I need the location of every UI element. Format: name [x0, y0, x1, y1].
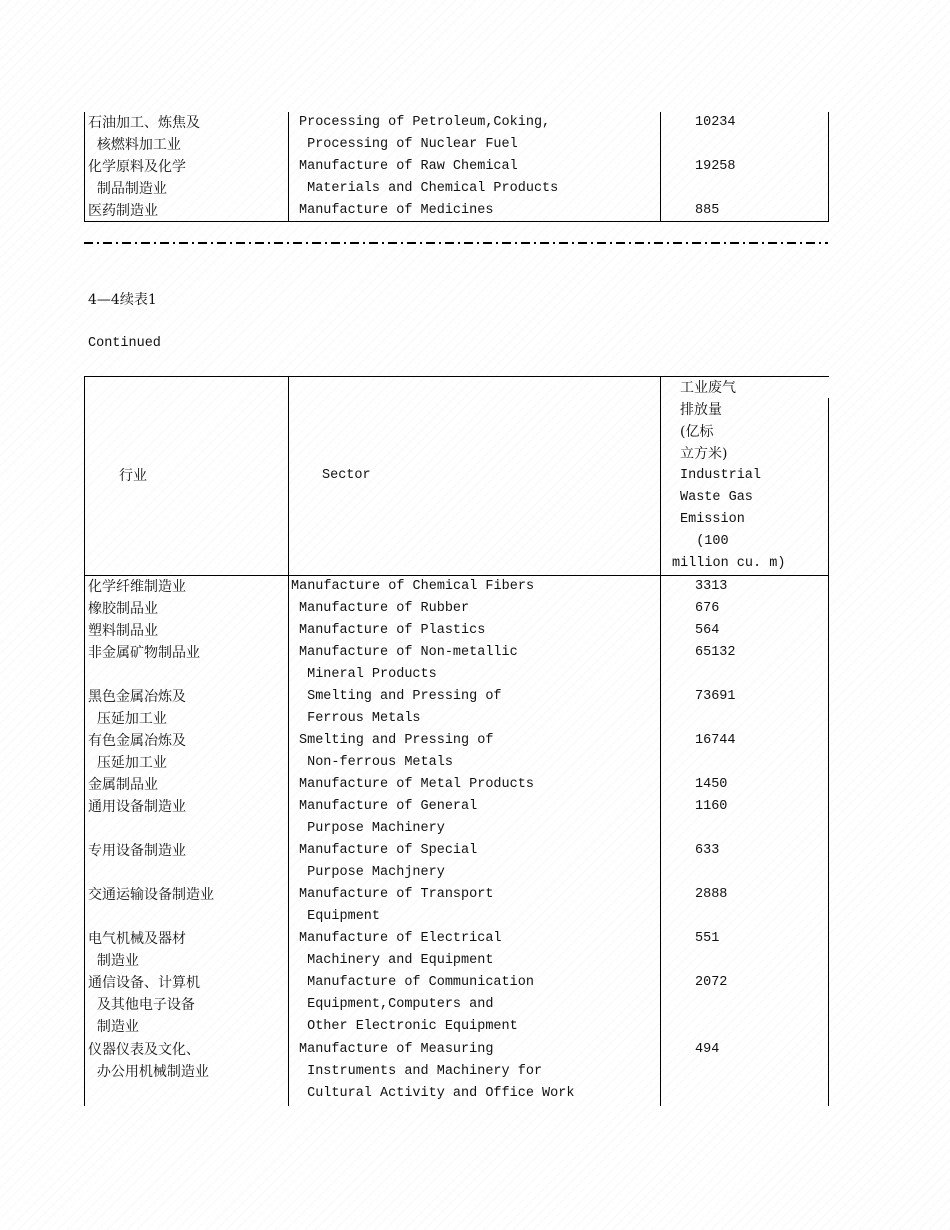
row-8-cn-line-1: 通用设备制造业: [88, 799, 186, 815]
header-emission-line-9: million cu. m): [672, 556, 786, 571]
row-5-en-line-1: Smelting and Pressing of: [299, 689, 502, 704]
page-break-line: [84, 242, 828, 244]
row-8-en-line-2: Purpose Machinery: [299, 821, 445, 836]
top-row-1-en-line-2: Processing of Nuclear Fuel: [299, 137, 518, 152]
row-7-cn-line-1: 金属制品业: [88, 777, 158, 793]
row-13-cn-line-1: 仪器仪表及文化、: [88, 1042, 200, 1058]
row-6-cn-line-2: 压延加工业: [88, 755, 167, 771]
top-row-3-en-line-1: Manufacture of Medicines: [299, 203, 494, 218]
row-3-value: 564: [695, 623, 720, 638]
row-10-cn-line-1: 交通运输设备制造业: [88, 887, 214, 903]
row-13-cn-line-2: 办公用机械制造业: [88, 1064, 209, 1080]
row-13-en-line-1: Manufacture of Measuring: [299, 1042, 494, 1057]
row-12-en-line-1: Manufacture of Communication: [299, 975, 534, 990]
row-11-en-line-2: Machinery and Equipment: [299, 953, 494, 968]
row-12-cn-line-3: 制造业: [88, 1019, 139, 1035]
header-emission-line-5: Industrial: [680, 468, 762, 483]
top-row-1-cn-line-1: 石油加工、炼焦及: [88, 115, 200, 131]
row-9-value: 633: [695, 843, 720, 858]
row-13-en-line-2: Instruments and Machinery for: [299, 1064, 543, 1079]
top-row-2-en-line-1: Manufacture of Raw Chemical: [299, 159, 518, 174]
row-2-cn-line-1: 橡胶制品业: [88, 601, 158, 617]
row-9-en-line-1: Manufacture of Special: [299, 843, 478, 858]
header-sector: Sector: [322, 468, 371, 483]
row-4-value: 65132: [695, 645, 736, 660]
row-5-cn-line-2: 压延加工业: [88, 711, 167, 727]
row-2-en-line-1: Manufacture of Rubber: [299, 601, 470, 616]
row-5-cn-line-1: 黑色金属冶炼及: [88, 689, 186, 705]
top-row-1-en-line-1: Processing of Petroleum,Coking,: [299, 115, 551, 130]
row-10-value: 2888: [695, 887, 728, 902]
header-emission-line-4: 立方米): [680, 446, 728, 462]
top-table-divider-2: [660, 112, 661, 222]
row-1-en-line-1: Manufacture of Chemical Fibers: [291, 579, 535, 594]
row-11-en-line-1: Manufacture of Electrical: [299, 931, 502, 946]
row-3-en-line-1: Manufacture of Plastics: [299, 623, 486, 638]
row-2-value: 676: [695, 601, 720, 616]
top-row-2-en-line-2: Materials and Chemical Products: [299, 181, 559, 196]
header-emission-line-8: (100: [680, 534, 729, 549]
main-table-divider-2: [660, 376, 661, 1106]
row-6-cn-line-1: 有色金属冶炼及: [88, 733, 186, 749]
row-11-cn-line-2: 制造业: [88, 953, 139, 969]
header-industry: 行业: [119, 468, 147, 484]
row-8-value: 1160: [695, 799, 728, 814]
header-emission-line-3: (亿标: [680, 424, 714, 440]
table-number: 4—4续表1: [88, 292, 157, 308]
row-6-en-line-2: Non-ferrous Metals: [299, 755, 453, 770]
row-11-cn-line-1: 电气机械及器材: [88, 931, 186, 947]
row-10-en-line-2: Equipment: [299, 909, 381, 924]
row-7-value: 1450: [695, 777, 728, 792]
main-table-right-border-lower: [828, 575, 829, 1106]
top-row-2-cn-line-1: 化学原料及化学: [88, 159, 186, 175]
row-12-cn-line-1: 通信设备、计算机: [88, 975, 200, 991]
row-12-en-line-2: Equipment,Computers and: [299, 997, 494, 1012]
row-8-en-line-1: Manufacture of General: [299, 799, 478, 814]
row-4-cn-line-1: 非金属矿物制品业: [88, 645, 200, 661]
row-13-value: 494: [695, 1042, 720, 1057]
header-emission-line-6: Waste Gas: [680, 490, 753, 505]
row-5-value: 73691: [695, 689, 736, 704]
top-row-1-cn-line-2: 核燃料加工业: [88, 137, 181, 153]
row-12-cn-line-2: 及其他电子设备: [88, 997, 195, 1013]
header-emission-line-2: 排放量: [680, 402, 722, 418]
row-1-cn-line-1: 化学纤维制造业: [88, 579, 186, 595]
row-3-cn-line-1: 塑料制品业: [88, 623, 158, 639]
row-9-en-line-2: Purpose Machjnery: [299, 865, 445, 880]
row-10-en-line-1: Manufacture of Transport: [299, 887, 494, 902]
top-row-3-cn-line-1: 医药制造业: [88, 203, 158, 219]
row-11-value: 551: [695, 931, 720, 946]
top-table-left-border: [84, 112, 85, 222]
row-1-value: 3313: [695, 579, 728, 594]
top-row-3-value: 885: [695, 203, 720, 218]
row-7-en-line-1: Manufacture of Metal Products: [299, 777, 534, 792]
row-6-value: 16744: [695, 733, 736, 748]
top-row-2-cn-line-2: 制品制造业: [88, 181, 167, 197]
top-table-divider-1: [288, 112, 289, 222]
row-6-en-line-1: Smelting and Pressing of: [299, 733, 494, 748]
header-emission-line-7: Emission: [680, 512, 745, 527]
header-emission-line-1: 工业废气: [680, 380, 736, 396]
top-row-1-value: 10234: [695, 115, 736, 130]
row-13-en-line-3: Cultural Activity and Office Work: [299, 1086, 575, 1101]
row-9-cn-line-1: 专用设备制造业: [88, 843, 186, 859]
continued-label: Continued: [88, 336, 161, 351]
main-table-left-border: [84, 376, 85, 1106]
row-4-en-line-2: Mineral Products: [299, 667, 437, 682]
row-4-en-line-1: Manufacture of Non-metallic: [299, 645, 518, 660]
top-row-2-value: 19258: [695, 159, 736, 174]
row-5-en-line-2: Ferrous Metals: [299, 711, 421, 726]
main-table-right-border-upper: [828, 398, 829, 576]
row-12-en-line-3: Other Electronic Equipment: [299, 1019, 518, 1034]
top-table-right-border: [828, 112, 829, 222]
row-12-value: 2072: [695, 975, 728, 990]
main-table-divider-1: [288, 376, 289, 1106]
